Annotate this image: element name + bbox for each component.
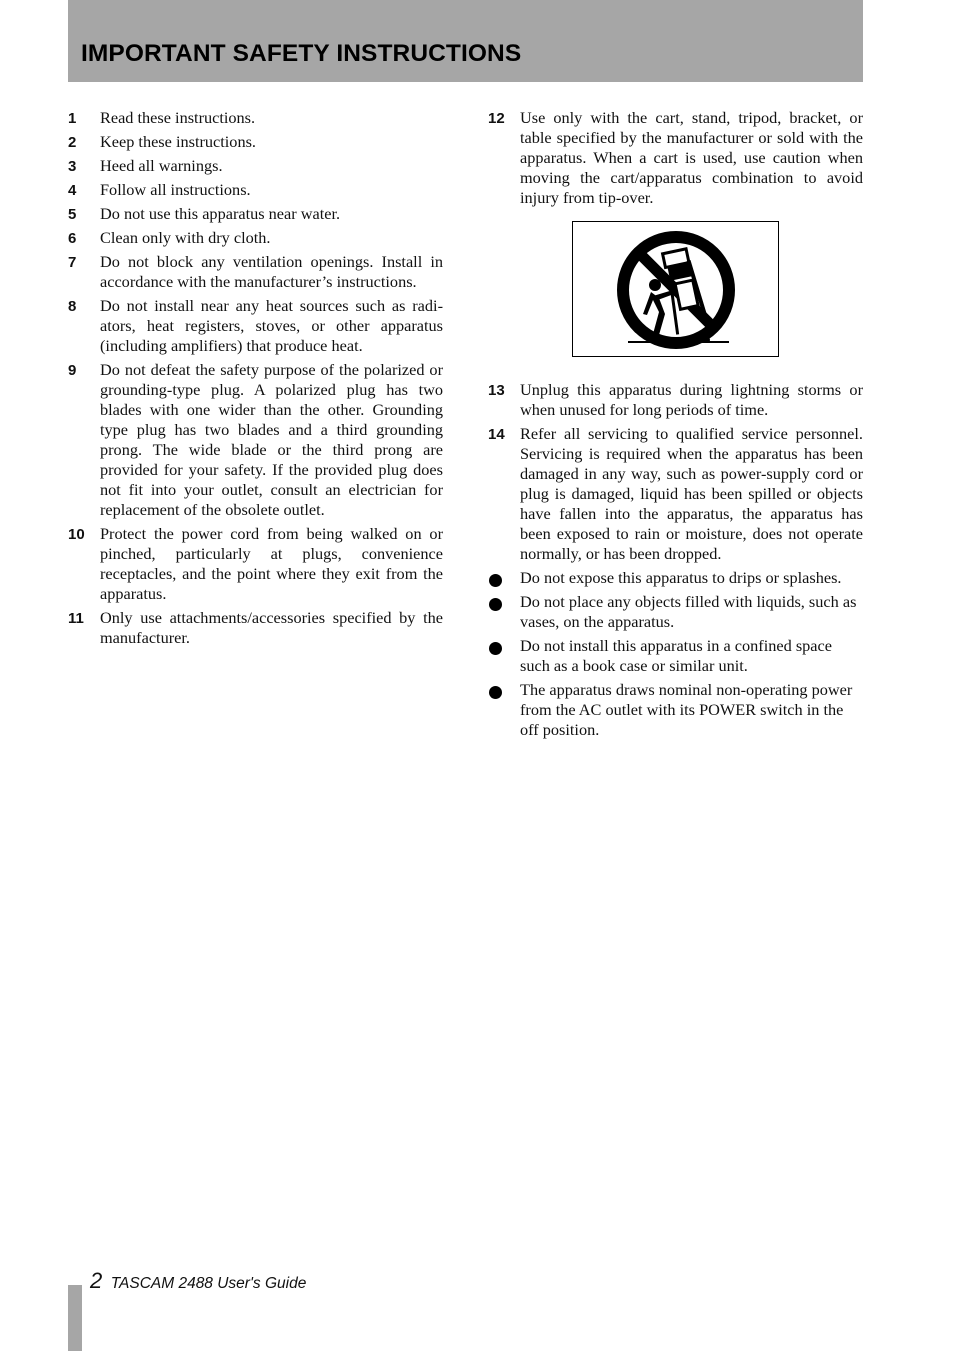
instruction-item-12 [488,108,863,208]
item-number: 5 [68,206,77,223]
bullet-icon [489,598,502,611]
bullet-text: Do not install this apparatus in a confined space such as a book case or similar unit. [520,636,832,675]
left-column [68,108,443,652]
item-text: Read these instructions. [100,108,256,127]
item-number: 13 [488,382,505,399]
page-title: IMPORTANT SAFETY INSTRUCTIONS [81,40,522,67]
item-text: Only use attachments/accessories specified by the manufacturer. [100,608,443,647]
item-number: 14 [488,426,505,443]
cart-tip-over-warning-icon [573,222,778,356]
item-number: 2 [68,134,77,151]
footer-bar [68,1285,82,1351]
item-text: Clean only with dry cloth. [100,228,271,247]
item-number: 12 [488,110,505,127]
instruction-item-6 [68,228,443,248]
item-number: 11 [68,610,84,627]
item-text: Do not block any ventilation openings. Install in accordance with the manufacturer’s instructions. [100,252,443,291]
page-footer [90,1268,306,1294]
page-number: 2 [90,1268,103,1293]
item-text: Follow all instructions. [100,180,251,199]
item-number: 7 [68,254,77,271]
instruction-item-10 [68,524,443,604]
instruction-item-13 [488,380,863,420]
instruction-item-3 [68,156,443,176]
item-text: Do not install near any heat sources such as radiators, heat registers, stoves, or other apparatus (including amplifiers) that produce heat. [100,296,443,355]
header-bar [68,0,863,82]
item-text: Protect the power cord from being walked on or pinched, particularly at plugs, convenience receptacles, and the point where they exit from the apparatus. [100,524,443,603]
item-text: Use only with the cart, stand, tripod, bracket, or table specified by the manufacturer or sold with the apparatus. When a cart is used, use caution when moving the cart/apparatus combination to avoid injury from tip-over. [520,108,863,207]
instruction-item-5 [68,204,443,224]
item-text: Keep these instructions. [100,132,256,151]
item-number: 4 [68,182,77,199]
item-text: Do not use this apparatus near water. [100,204,341,223]
bullet-icon [489,686,502,699]
item-text: Refer all servicing to qualified service personnel. Servicing is required when the apparatus has been damaged in any way, such as power-supply cord or plug is damaged, liquid has been spilled or objects have fallen into the apparatus, the apparatus has been exposed to rain or moisture, does not operate normally, or has been dropped. [520,424,863,563]
item-number: 3 [68,158,77,175]
instruction-item-2 [68,132,443,152]
instruction-item-8 [68,296,443,356]
bullet-text: Do not expose this apparatus to drips or splashes. [520,568,842,587]
item-text: Heed all warnings. [100,156,223,175]
bullet-text: The apparatus draws nominal non-operating power from the AC outlet with its POWER switch in the off position. [520,680,853,739]
bullet-item [488,592,863,632]
item-number: 10 [68,526,85,543]
cart-warning-figure [572,221,779,357]
bullet-text: Do not place any objects filled with liquids, such as vases, on the apparatus. [520,592,857,631]
right-column [488,108,863,744]
bullet-item [488,568,863,588]
bullet-icon [489,574,502,587]
bullet-item [488,680,863,740]
item-number: 6 [68,230,77,247]
item-number: 1 [68,110,77,127]
instruction-item-7 [68,252,443,292]
instruction-item-4 [68,180,443,200]
instruction-item-14 [488,424,863,564]
item-number: 9 [68,362,77,379]
bullet-icon [489,642,502,655]
item-number: 8 [68,298,77,315]
instruction-item-11 [68,608,443,648]
guide-title: TASCAM 2488 User's Guide [110,1275,307,1292]
bullet-item [488,636,863,676]
item-text: Do not defeat the safety purpose of the polarized or grounding-type plug. A polarized plug has two blades with one wider than the other. Grounding type plug has two blades and a third grounding prong. The wide blade or the third prong are provided for your safety. If the provided plug does not fit into your outlet, consult an electrician for replacement of the obsolete outlet. [100,360,443,519]
instruction-item-9 [68,360,443,520]
item-text: Unplug this apparatus during lightning storms or when unused for long periods of time. [520,380,863,419]
instruction-item-1 [68,108,443,128]
